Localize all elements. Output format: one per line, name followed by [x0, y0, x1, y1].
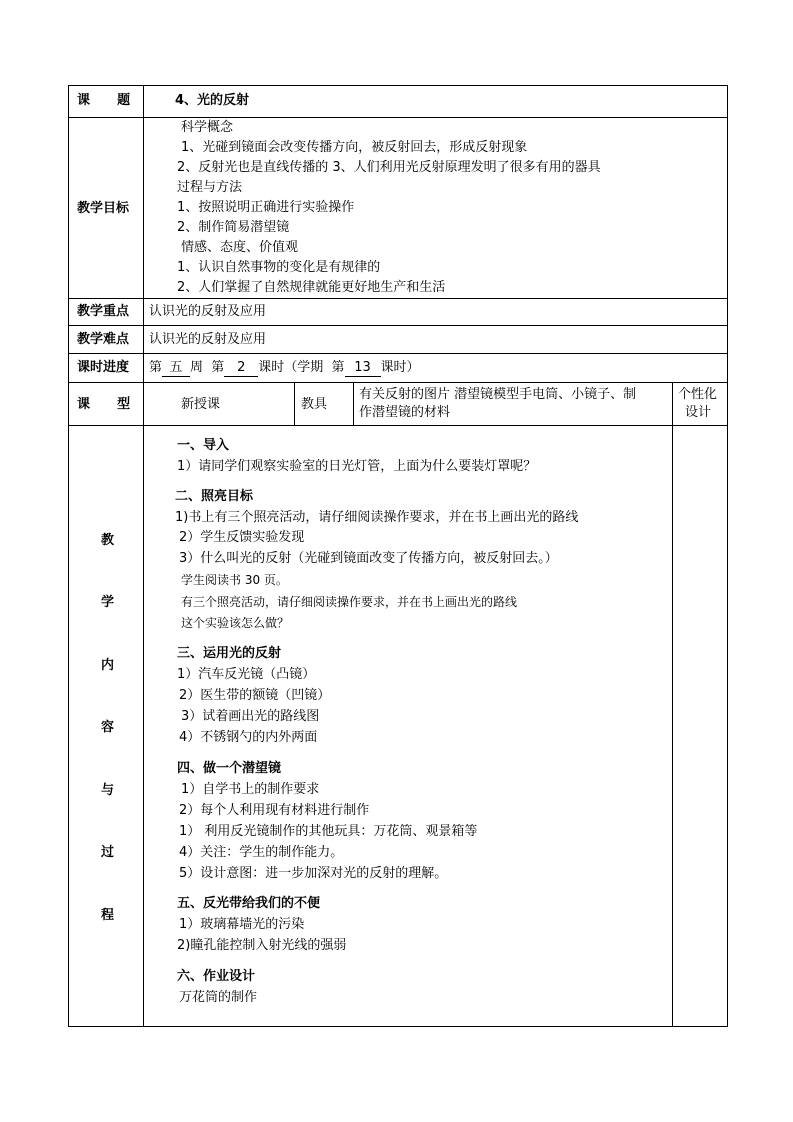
- content-line: 3）什么叫光的反射（光碰到镜面改变了传播方向，被反射回去。）: [179, 551, 558, 566]
- content-row: [68, 425, 728, 1027]
- content-label-char: 教: [101, 533, 115, 548]
- progress-text: [149, 360, 420, 377]
- content-label-char: 容: [101, 720, 115, 735]
- title-label: 课 题: [77, 93, 131, 108]
- content-line: 有三个照亮活动，请仔细阅读操作要求，并在书上画出光的路线: [181, 595, 518, 609]
- goals-row: [68, 117, 728, 298]
- content-line: 1） 利用反光镜制作的其他玩具：万花筒、观景箱等: [179, 824, 478, 839]
- content-line: 4）不锈钢勺的内外两面: [179, 730, 318, 745]
- section-heading: 四、做一个潜望镜: [177, 761, 282, 776]
- section-heading: 五、反光带给我们的不便: [177, 896, 321, 911]
- content-line: 1）请同学们观察实验室的日光灯管，上面为什么要装灯罩呢？: [177, 459, 537, 474]
- goal-line: 1、认识自然事物的变化是有规律的: [177, 260, 381, 275]
- progress-suffix: 课时）: [380, 360, 420, 375]
- goal-line: 1、按照说明正确进行实验操作: [177, 200, 355, 215]
- title-row: [68, 85, 728, 117]
- content-line: 1）汽车反光镜（凸镜）: [177, 667, 316, 682]
- section-heading: 二、照亮目标: [175, 489, 254, 504]
- goal-line: 2、人们掌握了自然规律就能更好地生产和生活: [177, 280, 446, 295]
- content-line: 2）每个人利用现有材料进行制作: [179, 803, 370, 818]
- progress-term-lesson: 13: [345, 360, 381, 377]
- content-line: 4）关注：学生的制作能力。: [179, 845, 344, 860]
- type-value: 新授课: [181, 397, 221, 412]
- content-line: 2）医生带的额镜（凹镜）: [179, 688, 331, 703]
- goal-line: 过程与方法: [177, 180, 243, 195]
- progress-mid1: 周 第: [190, 360, 225, 375]
- table-bottom-border: [68, 1026, 728, 1027]
- content-line: 这个实验该怎么做？: [181, 616, 290, 630]
- goal-line: 2、制作简易潜望镜: [177, 220, 290, 235]
- content-line: 1）玻璃幕墙光的污染: [179, 917, 305, 932]
- content-label-char: 与: [101, 783, 115, 798]
- aids-value-line1: 有关反射的图片 潜望镜模型手电筒、小镜子、制: [359, 387, 637, 402]
- focus-row: [68, 298, 728, 325]
- content-line: 学生阅读书 30 页。: [181, 573, 288, 587]
- progress-mid2: 课时（学期 第: [258, 360, 345, 375]
- lesson-title: 4、光的反射: [175, 93, 250, 108]
- content-line: 2)瞳孔能控制入射光线的强弱: [177, 938, 347, 953]
- content-line: 5）设计意图：进一步加深对光的反射的理解。: [179, 866, 448, 881]
- progress-week: 五: [162, 360, 190, 377]
- goals-label: 教学目标: [77, 201, 130, 216]
- focus-label: 教学重点: [77, 304, 130, 319]
- section-heading: 一、导入: [177, 438, 230, 453]
- difficulty-label: 教学难点: [77, 332, 130, 347]
- content-line: 万花筒的制作: [179, 990, 258, 1005]
- progress-lesson: 2: [224, 360, 258, 377]
- content-line: 3）试着画出光的路线图: [181, 709, 320, 724]
- goal-line: 科学概念: [181, 120, 234, 135]
- type-row: [68, 382, 728, 425]
- section-heading: 六、作业设计: [177, 969, 256, 984]
- content-line: 1）自学书上的制作要求: [181, 782, 320, 797]
- goal-line: 1、光碰到镜面会改变传播方向，被反射回去，形成反射现象: [181, 140, 528, 155]
- content-line: 2）学生反馈实验发现: [179, 530, 305, 545]
- content-line: 1)书上有三个照亮活动，请仔细阅读操作要求，并在书上画出光的路线: [175, 510, 579, 525]
- goal-line: 2、反射光也是直线传播的 3、人们利用光反射原理发明了很多有用的器具: [177, 160, 601, 175]
- progress-prefix: 第: [149, 360, 163, 375]
- goal-line: 情感、态度、价值观: [181, 240, 299, 255]
- section-heading: 三、运用光的反射: [177, 646, 282, 661]
- aids-value-line2: 作潜望镜的材料: [359, 405, 451, 420]
- personal-design-line1: 个性化: [678, 387, 718, 402]
- difficulty-value: 认识光的反射及应用: [149, 332, 267, 347]
- progress-row: [68, 353, 728, 382]
- content-label-char: 过: [101, 845, 115, 860]
- focus-value: 认识光的反射及应用: [149, 304, 267, 319]
- type-label: 课 型: [77, 397, 131, 412]
- content-label-char: 程: [101, 908, 115, 923]
- content-label-char: 学: [101, 595, 115, 610]
- content-label-char: 内: [101, 658, 115, 673]
- progress-label: 课时进度: [77, 360, 130, 375]
- aids-label: 教具: [301, 397, 328, 412]
- difficulty-row: [68, 325, 728, 353]
- personal-design-line2: 设计: [685, 405, 712, 420]
